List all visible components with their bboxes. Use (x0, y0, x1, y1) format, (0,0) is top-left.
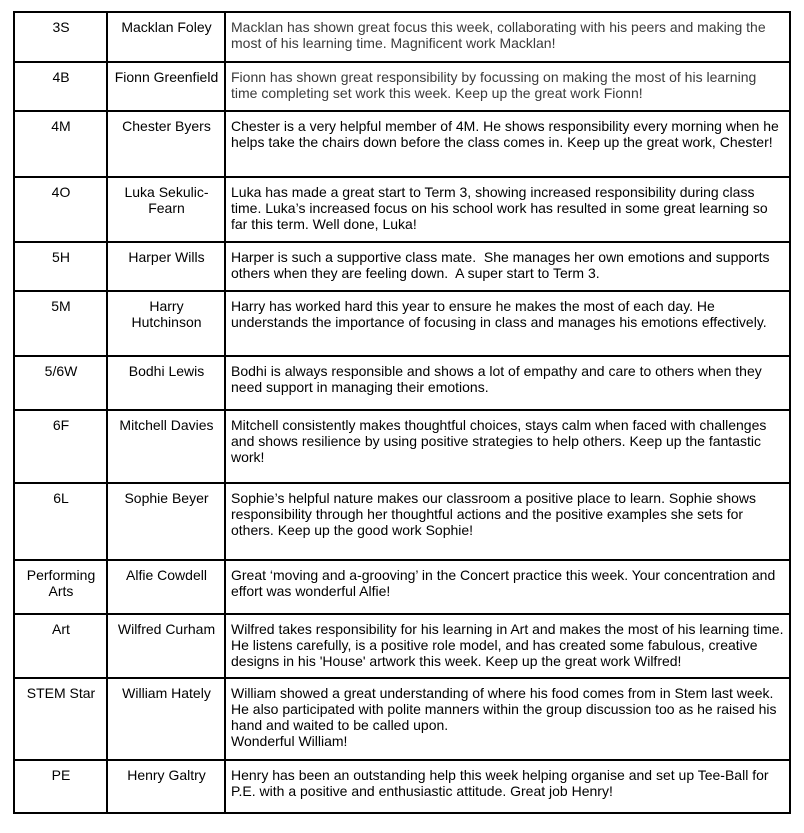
table-row (14, 291, 790, 356)
table-row (14, 560, 790, 614)
comment-cell (225, 678, 790, 760)
comment-text: Mitchell consistently makes thoughtful choices, stays calm when faced with challenges and shows resilience by using positive strategies to help others. Keep up the fantastic work! (231, 417, 771, 465)
table-row (14, 177, 790, 242)
student-name-cell: William Hately (107, 678, 225, 760)
student-name-cell: Luka Sekulic-Fearn (107, 177, 225, 242)
comment-cell (225, 760, 790, 813)
class-cell: 6L (14, 483, 107, 560)
comment-text: Henry has been an outstanding help this week helping organise and set up Tee-Ball for P.E. with a positive and enthusiastic attitude. Great job Henry! (231, 767, 773, 799)
comment-cell (225, 62, 790, 111)
comment-text: Sophie’s helpful nature makes our classroom a positive place to learn. Sophie shows responsibility through her thoughtful actions and the positive examples she sets for others. Keep up the good work Sophie! (231, 490, 760, 538)
comment-cell (225, 177, 790, 242)
comment-cell (225, 483, 790, 560)
student-name-cell: Bodhi Lewis (107, 356, 225, 410)
student-name-cell: Alfie Cowdell (107, 560, 225, 614)
comment-cell (225, 560, 790, 614)
class-cell: PE (14, 760, 107, 813)
class-cell: 4O (14, 177, 107, 242)
student-name-cell: Henry Galtry (107, 760, 225, 813)
comment-text: Bodhi is always responsible and shows a lot of empathy and care to others when they need support in managing their emotions. (231, 363, 766, 395)
awards-table (13, 11, 791, 814)
comment-text: Chester is a very helpful member of 4M. He shows responsibility every morning when he helps take the chairs down before the class comes in. Keep up the great work, Chester! (231, 118, 783, 150)
table-row (14, 483, 790, 560)
class-cell: 5H (14, 242, 107, 291)
table-row (14, 62, 790, 111)
table-row (14, 614, 790, 678)
comment-text: Harry has worked hard this year to ensure he makes the most of each day. He understands the importance of focusing in class and manages his emotions effectively. (231, 298, 767, 330)
table-row (14, 760, 790, 813)
comment-cell (225, 242, 790, 291)
class-cell: 3S (14, 12, 107, 62)
comment-text: Harper is such a supportive class mate. She manages her own emotions and supports others when they are feeling down. A super start to Term 3. (231, 249, 774, 281)
student-name-cell: Chester Byers (107, 111, 225, 177)
class-cell: Performing Arts (14, 560, 107, 614)
comment-text: Luka has made a great start to Term 3, showing increased responsibility during class time. Luka’s increased focus on his school work has resulted in some great learning so far this term. Well done, Luka! (231, 184, 772, 232)
class-cell: 5M (14, 291, 107, 356)
student-name-cell: Macklan Foley (107, 12, 225, 62)
comment-text: Macklan has shown great focus this week, collaborating with his peers and making the most of his learning time. Magnificent work Macklan! (231, 19, 770, 51)
comment-cell (225, 111, 790, 177)
comment-cell (225, 356, 790, 410)
student-name-cell: Mitchell Davies (107, 410, 225, 483)
comment-text: William showed a great understanding of where his food comes from in Stem last week. He also participated with polite manners within the group discussion too as he raised his hand and waited to be called upon. Wonderful William! (231, 685, 777, 749)
comment-cell (225, 291, 790, 356)
comment-text: Fionn has shown great responsibility by focussing on making the most of his learning time completing set work this week. Keep up the great work Fionn! (231, 69, 761, 101)
comment-cell (225, 410, 790, 483)
table-row (14, 111, 790, 177)
student-name-cell: Harper Wills (107, 242, 225, 291)
table-row (14, 356, 790, 410)
awards-document (13, 11, 791, 814)
class-cell: 4M (14, 111, 107, 177)
class-cell: STEM Star (14, 678, 107, 760)
class-cell: Art (14, 614, 107, 678)
comment-text: Wilfred takes responsibility for his learning in Art and makes the most of his learning time. He listens carefully, is a positive role model, and has created some fabulous, creative designs in his 'House' artwork this week. Keep up the great work Wilfred! (231, 621, 788, 669)
student-name-cell: Wilfred Curham (107, 614, 225, 678)
comment-cell (225, 614, 790, 678)
table-row (14, 410, 790, 483)
class-cell: 6F (14, 410, 107, 483)
student-name-cell: Harry Hutchinson (107, 291, 225, 356)
table-row (14, 12, 790, 62)
awards-table-body (14, 12, 790, 813)
student-name-cell: Fionn Greenfield (107, 62, 225, 111)
table-row (14, 242, 790, 291)
comment-cell (225, 12, 790, 62)
comment-text: Great ‘moving and a-grooving’ in the Concert practice this week. Your concentration and effort was wonderful Alfie! (231, 567, 780, 599)
class-cell: 5/6W (14, 356, 107, 410)
class-cell: 4B (14, 62, 107, 111)
table-row (14, 678, 790, 760)
student-name-cell: Sophie Beyer (107, 483, 225, 560)
